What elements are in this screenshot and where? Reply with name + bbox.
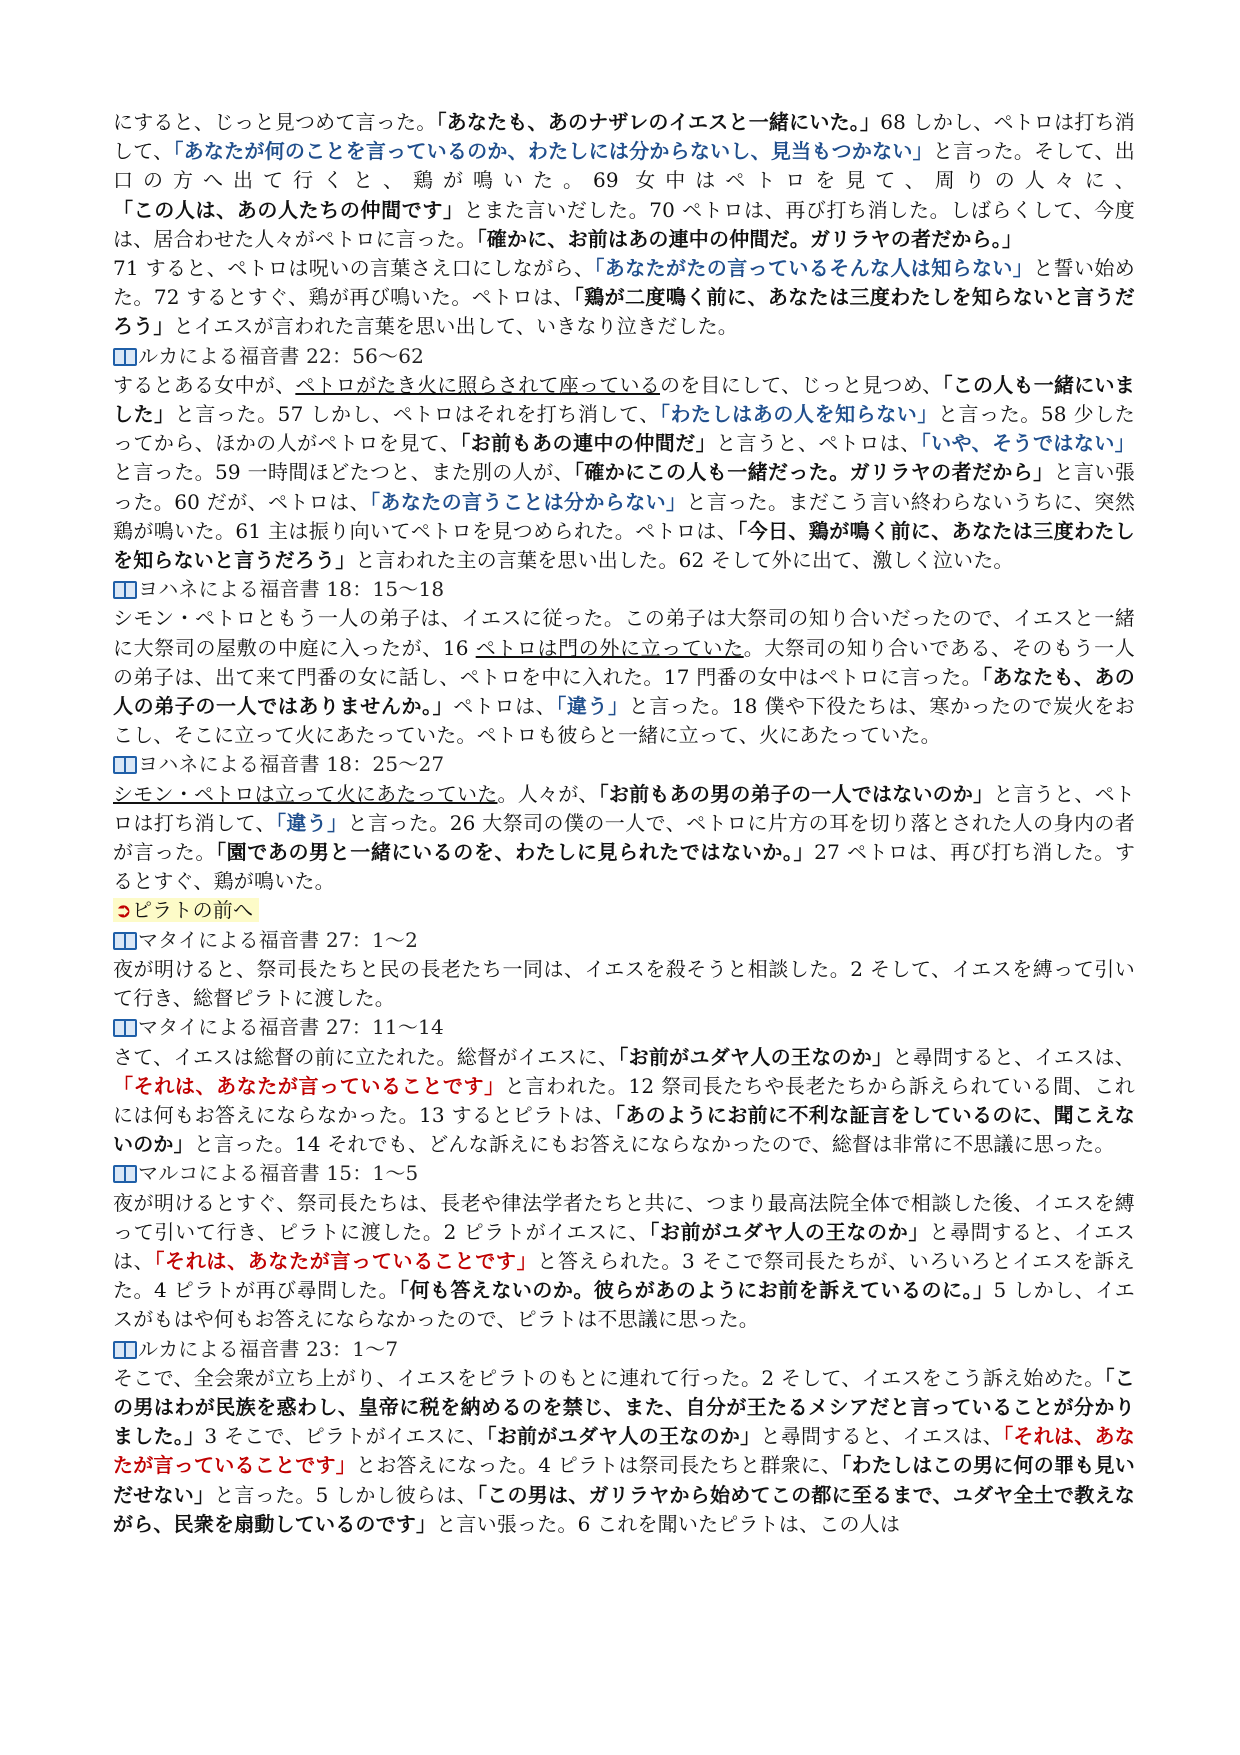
reference-label: ルカによる福音書 22：56～62 [138,343,425,368]
text-run: 5 しかし、イエスがもはや何もお答えにならなかったので、ピラトは不思議に思った。 [113,1278,1136,1332]
text-run: シモン・ペトロともう一人の弟子は、イエスに従った。この弟子は大祭司の知り合いだったので、イエスと一緒に大祭司の屋敷の中庭に入ったが、16 [113,606,1135,660]
text-run: と尋問すると、イエスは、 [892,1044,1135,1069]
scripture-reference [113,750,1135,779]
text-run: 夜が明けると、祭司長たちと民の長老たち一同は、イエスを殺そうと相談した。2 そして、イエスを縛って引いて行き、総督ピラトに渡した。 [113,956,1135,1011]
text-run: と言い張った。6 これを聞いたピラトは、この人は [436,1511,901,1536]
text-run-b: 「鶏が二度鳴く前に、あなたは三度わたしを知らないと言うだろう」 [113,285,1135,339]
text-run: と言った。26 大祭司の僕の一人で、ペトロに片方の耳を切り落とされた人の身内の者が言った。 [113,810,1136,865]
section-title: ピラトの前へ [131,898,254,923]
text-run-b: 「園であの男と一緒にいるのを、わたしに見られたではないか。」 [216,840,815,865]
scripture-paragraph [113,604,1135,750]
text-run: のを目にして、じっと見つめ、 [660,372,943,397]
open-book-icon [113,756,135,772]
text-run: ペトロは、 [453,694,557,719]
open-book-icon [113,932,135,948]
text-run: 夜が明けるとすぐ、祭司長たちは、長老や律法学者たちと共に、つまり最高法院全体で相談した後、イエスを縛って引いて行き、ピラトに渡した。2 ピラトがイエスに、 [113,1190,1135,1244]
text-run-b: 「この男はわが民族を惑わし、皇帝に税を納めるのを禁じ、また、自分が王たるメシアだと言っていることが分かりました。」 [113,1365,1135,1449]
text-run-blue: 「あなたがたの言っているそんな人は知らない」 [594,256,1034,281]
text-run-b: 「今日、鶏が鳴く前に、あなたは三度わたしを知らないと言うだろう」 [113,518,1135,573]
text-run-blue: 「違う」 [556,694,629,719]
open-book-icon [113,1019,135,1035]
text-run: と誓い始めた。72 するとすぐ、鶏が再び鳴いた。ペトロは、 [113,256,1136,310]
text-run-b: 「あのようにお前に不利な証言をしているのに、聞こえないのか」 [113,1102,1136,1157]
open-book-icon [113,1165,135,1181]
text-run: と言い張った。60 だが、ペトロは、 [113,460,1135,514]
text-run: と言った。57 しかし、ペトロはそれを打ち消して、 [174,402,660,427]
reference-label: ルカによる福音書 23：1～7 [138,1336,399,1361]
text-run-b: 「あなたも、あのナザレのイエスと一緒にいた。」 [436,110,881,134]
text-run: 。人々が、 [497,781,599,806]
reference-label: マルコによる福音書 15：1～5 [138,1161,419,1186]
text-run-red: 「それは、あなたが言っていることです」 [154,1248,538,1273]
text-run-blue: 「あなたの言うことは分からない」 [370,489,687,514]
text-run: と言うと、ペトロは、 [716,431,921,456]
text-run: とイエスが言われた言葉を思い出して、いきなり泣きだした。 [173,314,739,339]
text-run-blue: 「わたしはあの人を知らない」 [659,402,938,427]
text-run-b: 「お前もあの連中の仲間だ」 [460,431,717,456]
text-run-b: 「この人は、あの人たちの仲間です」 [113,197,464,222]
text-run-b: 「わたしはこの男に何の罪も見いだせない」 [113,1453,1135,1507]
reference-label: マタイによる福音書 27：11～14 [138,1015,444,1040]
text-run: と言うと、ペトロは打ち消して、 [113,781,1136,835]
text-run: するとある女中が、 [113,372,296,397]
text-run: と言った。59 一時間ほどたつと、また別の人が、 [113,460,574,485]
text-run: と言われた。12 祭司長たちや長老たちから訴えられている間、これには何もお答えにならなかった。13 するとピラトは、 [113,1073,1135,1127]
document-page [113,108,1135,1539]
scripture-paragraph [113,1364,1135,1539]
scripture-reference [113,342,1135,371]
text-run: 。大祭司の知り合いである、そのもう一人の弟子は、出て来て門番の女に話し、ペトロを中に入れた。17 門番の女中はペトロに言った。 [113,635,1135,689]
scripture-paragraph [113,780,1135,897]
text-run: と言った。14 それでも、どんな訴えにもお答えにならなかったので、総督は非常に不思議に思った。 [193,1132,1115,1157]
text-run-blue: 「違う」 [275,810,348,835]
text-run-b: 「あなたも、あの人の弟子の一人ではありませんか。」 [113,664,1135,719]
text-run: 71 すると、ペトロは呪いの言葉さえ口にしながら、 [113,256,595,281]
text-run-b: 「何も答えないのか。彼らがあのようにお前を訴えているのに。」 [399,1278,994,1303]
section-title-highlight [113,898,259,922]
text-run-blue: 「あなたが何のことを言っているのか、わたしには分からないし、見当もつかない」 [173,139,933,164]
text-run: と答えられた。3 そこで祭司長たちが、いろいろとイエスを訴えた。4 ピラトが再び尋問した。 [113,1248,1135,1303]
scripture-reference [113,1159,1135,1188]
text-run-b: 「お前もあの男の弟子の一人ではないのか」 [598,781,994,806]
text-run-b: 「お前がユダヤ人の王なのか」 [649,1219,930,1244]
text-run-red: 「それは、あなたが言っていることです」 [113,1073,505,1098]
scripture-paragraph [113,1189,1135,1335]
scripture-paragraph [113,371,1135,575]
text-run: そこで、全会衆が立ち上がり、イエスをピラトのもとに連れて行った。2 そして、イエスをこう訴え始めた。 [113,1365,1105,1390]
text-run: 3 そこで、ピラトがイエスに、 [204,1424,487,1449]
scripture-reference [113,1335,1135,1364]
text-run-b: 「確かにこの人も一緒だった。ガリラヤの者だから」 [574,460,1054,485]
text-run: と言われた主の言葉を思い出した。62 そして外に出て、激しく泣いた。 [355,548,1014,573]
open-book-icon [113,348,135,364]
text-run-u: ペトロがたき火に照らされて座っている [295,372,661,397]
reference-label: ヨハネによる福音書 18：25～27 [138,752,445,777]
scripture-reference [113,575,1135,604]
text-run: と言った。58 少したってから、ほかの人がペトロを見て、 [113,402,1136,456]
text-run: と言った。5 しかし彼らは、 [214,1482,477,1507]
text-run: と尋問すると、イエスは、 [113,1219,1135,1273]
text-run: と尋問すると、イエスは、 [760,1424,1004,1449]
scripture-paragraph [113,955,1135,1013]
text-run-blue: 「いや、そうではない」 [920,431,1135,456]
text-run-b: 「この人も一緒にいました」 [113,372,1135,427]
text-run: とまた言いだした。70 ペトロは、再び打ち消した。しばらくして、今度は、居合わせた人々がペトロに言った。 [113,197,1135,251]
text-run: と言った。まだこう言い終わらないうちに、突然鶏が鳴いた。61 主は振り向いてペトロを見つめられた。ペトロは、 [113,489,1136,543]
text-run-b: 「お前がユダヤ人の王なのか」 [618,1044,893,1069]
scripture-reference [113,926,1135,955]
text-run-u: シモン・ペトロは立って火にあたっていた [113,781,498,806]
section-heading [113,896,1135,925]
red-arrow-icon: ➲ [115,898,132,923]
text-run: にすると、じっと見つめて言った。 [113,110,437,134]
open-book-icon [113,581,135,597]
text-run: とお答えになった。4 ピラトは祭司長たちと群衆に、 [356,1453,842,1478]
text-run: 27 ペトロは、再び打ち消した。するとすぐ、鶏が鳴いた。 [113,840,1136,894]
reference-label: ヨハネによる福音書 18：15～18 [138,577,445,602]
open-book-icon [113,1341,135,1357]
scripture-paragraph [113,108,1135,254]
text-run: と言った。18 僕や下役たちは、寒かったので炭火をおこし、そこに立って火にあたっていた。ペトロも彼らと一緒に立って、火にあたっていた。 [113,694,1136,748]
text-run-red: 「それは、あなたが言っていることです」 [113,1424,1135,1478]
text-run-b: 「お前がユダヤ人の王なのか」 [486,1424,761,1449]
text-run-u: ペトロは門の外に立っていた [475,635,744,660]
scripture-paragraph [113,1043,1135,1160]
text-run: さて、イエスは総督の前に立たれた。総督がイエスに、 [113,1044,619,1069]
text-run-b: 「確かに、お前はあの連中の仲間だ。ガリラヤの者だから。」 [476,226,1023,251]
scripture-paragraph [113,254,1135,342]
text-run-b: 「この男は、ガリラヤから始めてこの都に至るまで、ユダヤ全土で教えながら、民衆を扇動しているのです」 [113,1482,1135,1536]
reference-label: マタイによる福音書 27：1～2 [138,927,419,952]
scripture-reference [113,1013,1135,1042]
text-run: 68 しかし、ペトロは打ち消して、 [113,110,1135,164]
text-run: と言った。そして、出口の方へ出て行くと、鶏が鳴いた。69 女中はペトロを見て、周りの人々に、 [113,139,1135,193]
